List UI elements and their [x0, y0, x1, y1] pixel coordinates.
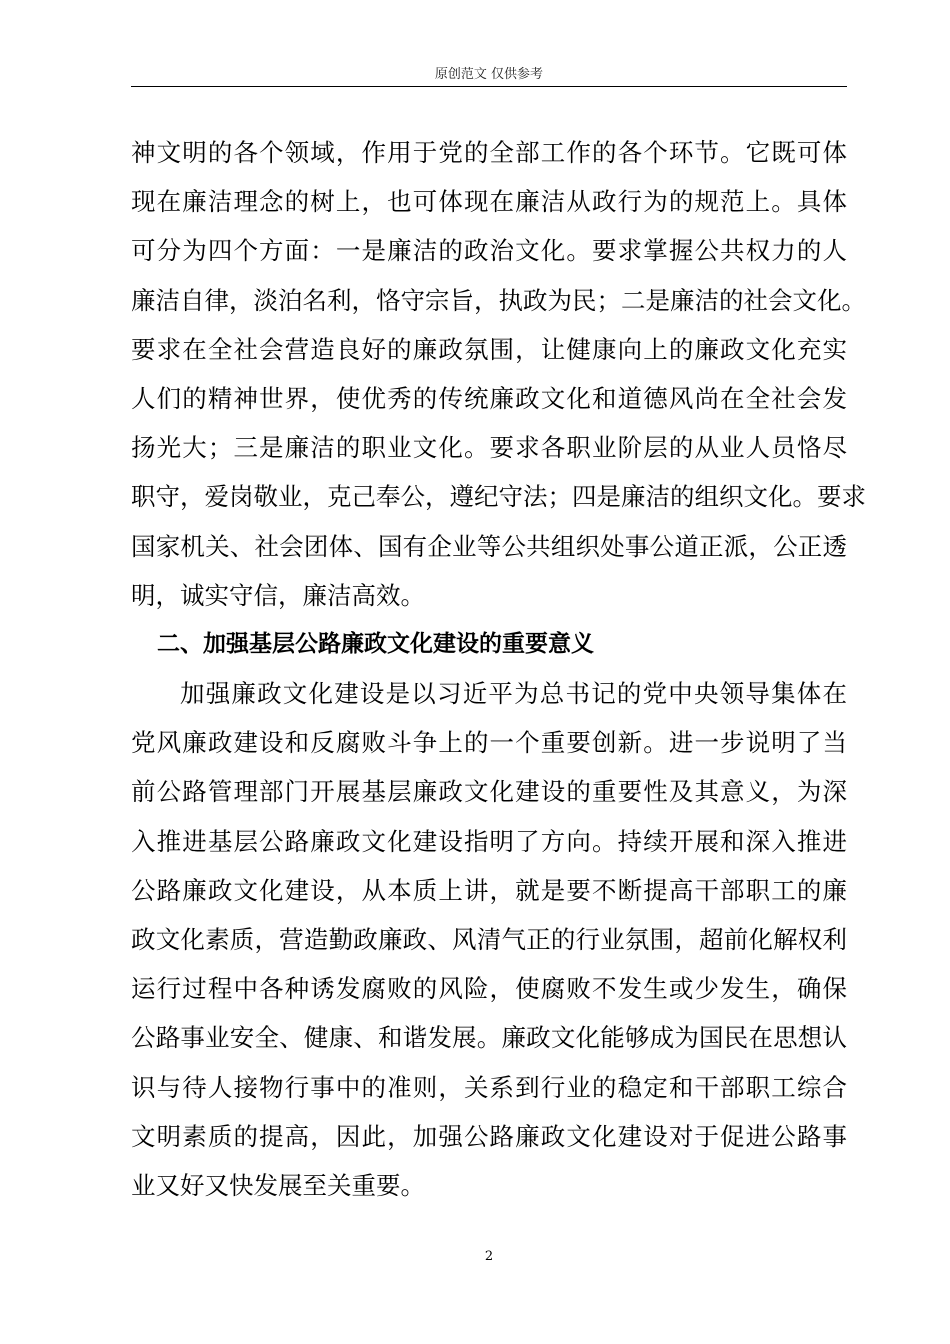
text-line: 公路廉政文化建设，从本质上讲，就是要不断提高干部职工的廉 — [131, 875, 847, 905]
text-line: 明，诚实守信，廉洁高效。 — [131, 580, 425, 610]
text-line: 职守，爱岗敬业，克己奉公，遵纪守法；四是廉洁的组织文化。要求 — [131, 482, 866, 512]
text-line: 政文化素质，营造勤政廉政、风清气正的行业氛围，超前化解权利 — [131, 925, 847, 954]
text-line: 加强廉政文化建设是以习近平为总书记的党中央领导集体在 — [180, 679, 847, 709]
section-heading: 二、加强基层公路廉政文化建设的重要意义 — [157, 630, 594, 657]
text-line: 要求在全社会营造良好的廉政氛围，让健康向上的廉政文化充实 — [131, 334, 847, 364]
paragraph-significance — [131, 669, 847, 1210]
text-line: 国家机关、社会团体、国有企业等公共组织处事公道正派，公正透 — [131, 531, 847, 561]
text-line: 前公路管理部门开展基层廉政文化建设的重要性及其意义，为深 — [131, 777, 847, 807]
text-line: 现在廉洁理念的树上，也可体现在廉洁从政行为的规范上。具体 — [131, 187, 847, 217]
text-line: 扬光大；三是廉洁的职业文化。要求各职业阶层的从业人员恪尽 — [131, 433, 847, 463]
text-line: 文明素质的提高，因此，加强公路廉政文化建设对于促进公路事 — [131, 1121, 847, 1151]
text-line: 廉洁自律，淡泊名利，恪守宗旨，执政为民；二是廉洁的社会文化。 — [131, 285, 866, 315]
text-line: 识与待人接物行事中的准则，关系到行业的稳定和干部职工综合 — [131, 1072, 847, 1102]
text-line: 神文明的各个领域，作用于党的全部工作的各个环节。它既可体 — [131, 138, 847, 167]
text-line: 运行过程中各种诱发腐败的风险，使腐败不发生或少发生，确保 — [131, 974, 847, 1004]
text-line: 入推进基层公路廉政文化建设指明了方向。持续开展和深入推进 — [131, 826, 847, 856]
document-body — [131, 128, 866, 1210]
text-line: 业又好又快发展至关重要。 — [131, 1170, 425, 1200]
text-line: 公路事业安全、健康、和谐发展。廉政文化能够成为国民在思想认 — [131, 1023, 847, 1053]
text-line: 人们的精神世界，使优秀的传统廉政文化和道德风尚在全社会发 — [131, 383, 847, 413]
text-line: 可分为四个方面：一是廉洁的政治文化。要求掌握公共权力的人 — [131, 236, 847, 266]
header-rule — [131, 86, 847, 87]
paragraph-continued — [131, 128, 866, 620]
text-line: 党风廉政建设和反腐败斗争上的一个重要创新。进一步说明了当 — [131, 728, 847, 758]
page-header: 原创范文 仅供参考 — [434, 67, 544, 82]
page-number: 2 — [484, 1249, 494, 1264]
